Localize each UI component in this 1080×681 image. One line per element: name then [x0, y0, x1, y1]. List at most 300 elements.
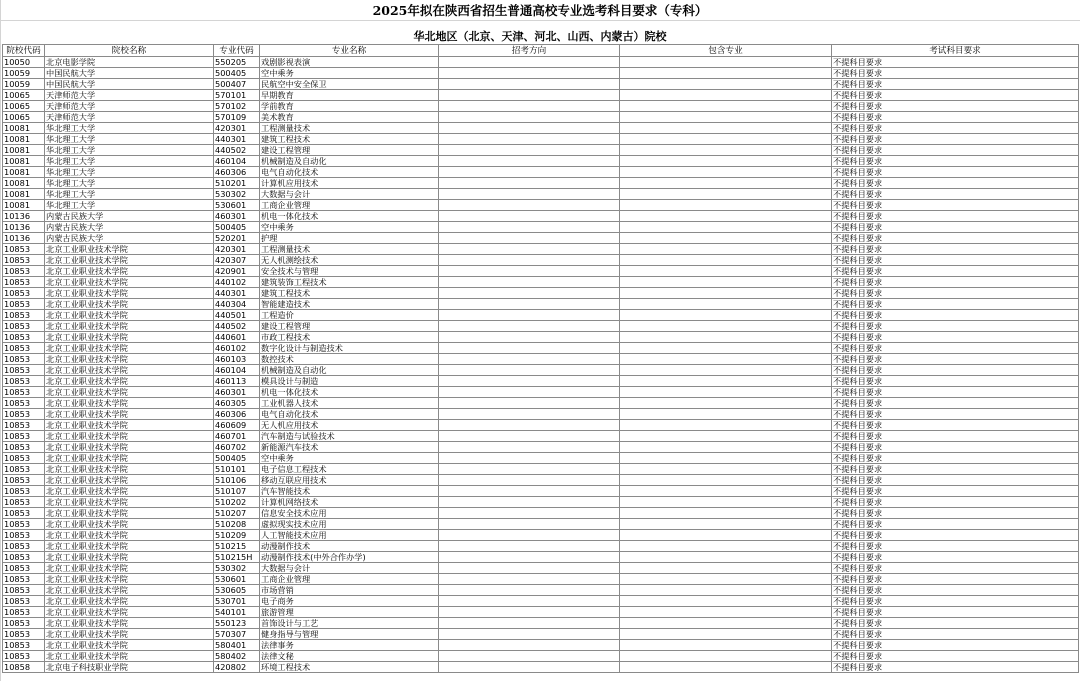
cell-included-majors[interactable] — [620, 299, 832, 310]
cell-included-majors[interactable] — [620, 585, 832, 596]
cell-direction[interactable] — [439, 68, 620, 79]
cell-school-name[interactable]: 北京工业职业技术学院 — [45, 244, 214, 255]
cell-subject-requirement[interactable]: 不提科目要求 — [832, 574, 1079, 585]
cell-subject-requirement[interactable]: 不提科目要求 — [832, 211, 1079, 222]
cell-subject-requirement[interactable]: 不提科目要求 — [832, 365, 1079, 376]
cell-subject-requirement[interactable]: 不提科目要求 — [832, 585, 1079, 596]
cell-subject-requirement[interactable]: 不提科目要求 — [832, 552, 1079, 563]
cell-subject-requirement[interactable]: 不提科目要求 — [832, 145, 1079, 156]
cell-major-name[interactable]: 美术教育 — [260, 112, 439, 123]
cell-school-code[interactable]: 10853 — [3, 376, 45, 387]
cell-school-name[interactable]: 北京工业职业技术学院 — [45, 596, 214, 607]
cell-subject-requirement[interactable]: 不提科目要求 — [832, 431, 1079, 442]
cell-included-majors[interactable] — [620, 574, 832, 585]
cell-direction[interactable] — [439, 640, 620, 651]
cell-subject-requirement[interactable]: 不提科目要求 — [832, 442, 1079, 453]
cell-major-name[interactable]: 电气自动化技术 — [260, 167, 439, 178]
cell-direction[interactable] — [439, 365, 620, 376]
cell-major-code[interactable]: 580401 — [214, 640, 260, 651]
cell-school-name[interactable]: 华北理工大学 — [45, 134, 214, 145]
cell-major-name[interactable]: 建设工程管理 — [260, 145, 439, 156]
cell-subject-requirement[interactable]: 不提科目要求 — [832, 618, 1079, 629]
cell-direction[interactable] — [439, 299, 620, 310]
cell-direction[interactable] — [439, 508, 620, 519]
cell-subject-requirement[interactable]: 不提科目要求 — [832, 453, 1079, 464]
cell-major-code[interactable]: 460104 — [214, 156, 260, 167]
cell-included-majors[interactable] — [620, 145, 832, 156]
cell-school-code[interactable]: 10853 — [3, 607, 45, 618]
cell-school-code[interactable]: 10059 — [3, 68, 45, 79]
cell-included-majors[interactable] — [620, 255, 832, 266]
cell-included-majors[interactable] — [620, 189, 832, 200]
cell-major-name[interactable]: 工商企业管理 — [260, 200, 439, 211]
cell-major-code[interactable]: 580402 — [214, 651, 260, 662]
cell-major-name[interactable]: 旅游管理 — [260, 607, 439, 618]
cell-major-name[interactable]: 动漫制作技术(中外合作办学) — [260, 552, 439, 563]
cell-major-name[interactable]: 无人机应用技术 — [260, 420, 439, 431]
cell-school-code[interactable]: 10853 — [3, 552, 45, 563]
cell-subject-requirement[interactable]: 不提科目要求 — [832, 640, 1079, 651]
cell-subject-requirement[interactable]: 不提科目要求 — [832, 486, 1079, 497]
cell-major-code[interactable]: 440102 — [214, 277, 260, 288]
cell-school-name[interactable]: 北京工业职业技术学院 — [45, 398, 214, 409]
cell-subject-requirement[interactable]: 不提科目要求 — [832, 79, 1079, 90]
cell-school-code[interactable]: 10853 — [3, 299, 45, 310]
cell-subject-requirement[interactable]: 不提科目要求 — [832, 651, 1079, 662]
cell-major-code[interactable]: 510107 — [214, 486, 260, 497]
cell-direction[interactable] — [439, 475, 620, 486]
cell-school-name[interactable]: 华北理工大学 — [45, 156, 214, 167]
cell-included-majors[interactable] — [620, 57, 832, 68]
cell-school-name[interactable]: 北京工业职业技术学院 — [45, 266, 214, 277]
cell-major-code[interactable]: 440501 — [214, 310, 260, 321]
cell-major-name[interactable]: 数字化设计与制造技术 — [260, 343, 439, 354]
cell-direction[interactable] — [439, 651, 620, 662]
cell-school-code[interactable]: 10081 — [3, 189, 45, 200]
cell-subject-requirement[interactable]: 不提科目要求 — [832, 222, 1079, 233]
cell-school-name[interactable]: 北京工业职业技术学院 — [45, 530, 214, 541]
cell-direction[interactable] — [439, 211, 620, 222]
cell-direction[interactable] — [439, 541, 620, 552]
cell-direction[interactable] — [439, 310, 620, 321]
cell-school-name[interactable]: 北京工业职业技术学院 — [45, 288, 214, 299]
cell-major-code[interactable]: 570101 — [214, 90, 260, 101]
cell-school-name[interactable]: 北京工业职业技术学院 — [45, 497, 214, 508]
cell-major-name[interactable]: 人工智能技术应用 — [260, 530, 439, 541]
cell-included-majors[interactable] — [620, 211, 832, 222]
cell-direction[interactable] — [439, 464, 620, 475]
cell-major-name[interactable]: 建筑工程技术 — [260, 288, 439, 299]
cell-school-name[interactable]: 华北理工大学 — [45, 200, 214, 211]
cell-included-majors[interactable] — [620, 376, 832, 387]
cell-school-name[interactable]: 北京工业职业技术学院 — [45, 255, 214, 266]
col-header-direction[interactable]: 招考方向 — [439, 45, 620, 57]
cell-school-name[interactable]: 北京工业职业技术学院 — [45, 552, 214, 563]
cell-school-code[interactable]: 10853 — [3, 442, 45, 453]
cell-included-majors[interactable] — [620, 596, 832, 607]
cell-school-code[interactable]: 10853 — [3, 310, 45, 321]
cell-major-name[interactable]: 建筑装饰工程技术 — [260, 277, 439, 288]
cell-direction[interactable] — [439, 596, 620, 607]
cell-school-name[interactable]: 北京电子科技职业学院 — [45, 662, 214, 673]
cell-school-code[interactable]: 10065 — [3, 101, 45, 112]
cell-direction[interactable] — [439, 266, 620, 277]
cell-included-majors[interactable] — [620, 244, 832, 255]
cell-subject-requirement[interactable]: 不提科目要求 — [832, 200, 1079, 211]
cell-subject-requirement[interactable]: 不提科目要求 — [832, 530, 1079, 541]
cell-major-code[interactable]: 440502 — [214, 145, 260, 156]
cell-school-name[interactable]: 北京工业职业技术学院 — [45, 585, 214, 596]
cell-direction[interactable] — [439, 222, 620, 233]
cell-major-name[interactable]: 机电一体化技术 — [260, 387, 439, 398]
cell-school-name[interactable]: 北京工业职业技术学院 — [45, 563, 214, 574]
cell-school-code[interactable]: 10853 — [3, 497, 45, 508]
cell-school-name[interactable]: 北京工业职业技术学院 — [45, 376, 214, 387]
cell-school-name[interactable]: 北京工业职业技术学院 — [45, 332, 214, 343]
cell-subject-requirement[interactable]: 不提科目要求 — [832, 409, 1079, 420]
cell-subject-requirement[interactable]: 不提科目要求 — [832, 387, 1079, 398]
cell-school-name[interactable]: 北京工业职业技术学院 — [45, 475, 214, 486]
cell-included-majors[interactable] — [620, 200, 832, 211]
cell-major-code[interactable]: 510209 — [214, 530, 260, 541]
cell-subject-requirement[interactable]: 不提科目要求 — [832, 332, 1079, 343]
cell-major-name[interactable]: 安全技术与管理 — [260, 266, 439, 277]
cell-major-name[interactable]: 首饰设计与工艺 — [260, 618, 439, 629]
cell-school-code[interactable]: 10853 — [3, 321, 45, 332]
cell-major-code[interactable]: 550205 — [214, 57, 260, 68]
cell-school-name[interactable]: 中国民航大学 — [45, 68, 214, 79]
cell-subject-requirement[interactable]: 不提科目要求 — [832, 68, 1079, 79]
cell-major-name[interactable]: 电子商务 — [260, 596, 439, 607]
cell-school-code[interactable]: 10853 — [3, 420, 45, 431]
cell-direction[interactable] — [439, 420, 620, 431]
cell-included-majors[interactable] — [620, 321, 832, 332]
cell-school-code[interactable]: 10853 — [3, 618, 45, 629]
cell-major-code[interactable]: 530601 — [214, 574, 260, 585]
cell-direction[interactable] — [439, 57, 620, 68]
cell-school-code[interactable]: 10081 — [3, 200, 45, 211]
cell-school-name[interactable]: 北京工业职业技术学院 — [45, 354, 214, 365]
cell-direction[interactable] — [439, 574, 620, 585]
cell-school-code[interactable]: 10081 — [3, 123, 45, 134]
col-header-major-code[interactable]: 专业代码 — [214, 45, 260, 57]
cell-school-code[interactable]: 10853 — [3, 398, 45, 409]
cell-direction[interactable] — [439, 134, 620, 145]
cell-school-code[interactable]: 10853 — [3, 530, 45, 541]
cell-major-name[interactable]: 机械制造及自动化 — [260, 365, 439, 376]
cell-included-majors[interactable] — [620, 233, 832, 244]
cell-major-code[interactable]: 460103 — [214, 354, 260, 365]
cell-subject-requirement[interactable]: 不提科目要求 — [832, 233, 1079, 244]
cell-school-code[interactable]: 10081 — [3, 134, 45, 145]
cell-major-code[interactable]: 520201 — [214, 233, 260, 244]
cell-included-majors[interactable] — [620, 552, 832, 563]
cell-subject-requirement[interactable]: 不提科目要求 — [832, 266, 1079, 277]
cell-school-code[interactable]: 10853 — [3, 596, 45, 607]
cell-major-name[interactable]: 工程造价 — [260, 310, 439, 321]
cell-school-name[interactable]: 北京工业职业技术学院 — [45, 486, 214, 497]
cell-included-majors[interactable] — [620, 629, 832, 640]
cell-included-majors[interactable] — [620, 464, 832, 475]
cell-subject-requirement[interactable]: 不提科目要求 — [832, 189, 1079, 200]
cell-subject-requirement[interactable]: 不提科目要求 — [832, 255, 1079, 266]
cell-school-code[interactable]: 10853 — [3, 519, 45, 530]
cell-school-code[interactable]: 10853 — [3, 266, 45, 277]
cell-direction[interactable] — [439, 354, 620, 365]
cell-school-name[interactable]: 北京工业职业技术学院 — [45, 519, 214, 530]
cell-direction[interactable] — [439, 233, 620, 244]
cell-major-name[interactable]: 早期教育 — [260, 90, 439, 101]
cell-school-name[interactable]: 北京工业职业技术学院 — [45, 541, 214, 552]
cell-included-majors[interactable] — [620, 409, 832, 420]
cell-major-name[interactable]: 移动互联应用技术 — [260, 475, 439, 486]
cell-direction[interactable] — [439, 79, 620, 90]
cell-included-majors[interactable] — [620, 134, 832, 145]
cell-direction[interactable] — [439, 178, 620, 189]
cell-included-majors[interactable] — [620, 541, 832, 552]
cell-major-code[interactable]: 460113 — [214, 376, 260, 387]
cell-included-majors[interactable] — [620, 222, 832, 233]
cell-major-name[interactable]: 工程测量技术 — [260, 244, 439, 255]
cell-major-code[interactable]: 460701 — [214, 431, 260, 442]
cell-subject-requirement[interactable]: 不提科目要求 — [832, 596, 1079, 607]
cell-included-majors[interactable] — [620, 112, 832, 123]
cell-major-code[interactable]: 530605 — [214, 585, 260, 596]
cell-major-code[interactable]: 510202 — [214, 497, 260, 508]
cell-major-name[interactable]: 汽车制造与试验技术 — [260, 431, 439, 442]
cell-major-code[interactable]: 500405 — [214, 453, 260, 464]
cell-subject-requirement[interactable]: 不提科目要求 — [832, 475, 1079, 486]
cell-major-code[interactable]: 460306 — [214, 167, 260, 178]
cell-school-name[interactable]: 北京工业职业技术学院 — [45, 453, 214, 464]
cell-included-majors[interactable] — [620, 288, 832, 299]
cell-subject-requirement[interactable]: 不提科目要求 — [832, 343, 1079, 354]
cell-major-code[interactable]: 460609 — [214, 420, 260, 431]
cell-direction[interactable] — [439, 123, 620, 134]
cell-major-name[interactable]: 信息安全技术应用 — [260, 508, 439, 519]
cell-subject-requirement[interactable]: 不提科目要求 — [832, 497, 1079, 508]
cell-school-name[interactable]: 北京工业职业技术学院 — [45, 508, 214, 519]
cell-direction[interactable] — [439, 167, 620, 178]
cell-included-majors[interactable] — [620, 68, 832, 79]
cell-direction[interactable] — [439, 90, 620, 101]
cell-subject-requirement[interactable]: 不提科目要求 — [832, 123, 1079, 134]
cell-school-code[interactable]: 10065 — [3, 112, 45, 123]
cell-major-code[interactable]: 460702 — [214, 442, 260, 453]
cell-school-code[interactable]: 10853 — [3, 574, 45, 585]
cell-school-code[interactable]: 10081 — [3, 178, 45, 189]
cell-subject-requirement[interactable]: 不提科目要求 — [832, 464, 1079, 475]
cell-major-name[interactable]: 动漫制作技术 — [260, 541, 439, 552]
cell-included-majors[interactable] — [620, 90, 832, 101]
cell-direction[interactable] — [439, 629, 620, 640]
cell-major-name[interactable]: 智能建造技术 — [260, 299, 439, 310]
cell-major-code[interactable]: 510207 — [214, 508, 260, 519]
cell-major-name[interactable]: 大数据与会计 — [260, 563, 439, 574]
cell-school-name[interactable]: 内蒙古民族大学 — [45, 211, 214, 222]
cell-subject-requirement[interactable]: 不提科目要求 — [832, 508, 1079, 519]
cell-direction[interactable] — [439, 662, 620, 673]
cell-school-code[interactable]: 10050 — [3, 57, 45, 68]
cell-major-code[interactable]: 460102 — [214, 343, 260, 354]
cell-school-name[interactable]: 北京工业职业技术学院 — [45, 387, 214, 398]
cell-school-code[interactable]: 10136 — [3, 222, 45, 233]
cell-included-majors[interactable] — [620, 354, 832, 365]
cell-included-majors[interactable] — [620, 343, 832, 354]
cell-major-name[interactable]: 计算机网络技术 — [260, 497, 439, 508]
cell-direction[interactable] — [439, 552, 620, 563]
cell-major-code[interactable]: 440304 — [214, 299, 260, 310]
cell-school-code[interactable]: 10853 — [3, 464, 45, 475]
cell-school-code[interactable]: 10858 — [3, 662, 45, 673]
cell-subject-requirement[interactable]: 不提科目要求 — [832, 101, 1079, 112]
cell-major-code[interactable]: 510215 — [214, 541, 260, 552]
cell-major-name[interactable]: 工商企业管理 — [260, 574, 439, 585]
cell-subject-requirement[interactable]: 不提科目要求 — [832, 398, 1079, 409]
cell-major-name[interactable]: 机电一体化技术 — [260, 211, 439, 222]
cell-major-code[interactable]: 570109 — [214, 112, 260, 123]
cell-school-code[interactable]: 10853 — [3, 475, 45, 486]
cell-included-majors[interactable] — [620, 266, 832, 277]
cell-subject-requirement[interactable]: 不提科目要求 — [832, 629, 1079, 640]
cell-school-code[interactable]: 10853 — [3, 365, 45, 376]
cell-subject-requirement[interactable]: 不提科目要求 — [832, 607, 1079, 618]
cell-major-code[interactable]: 570307 — [214, 629, 260, 640]
cell-included-majors[interactable] — [620, 651, 832, 662]
cell-school-name[interactable]: 北京工业职业技术学院 — [45, 431, 214, 442]
cell-school-code[interactable]: 10853 — [3, 453, 45, 464]
cell-subject-requirement[interactable]: 不提科目要求 — [832, 563, 1079, 574]
cell-major-name[interactable]: 新能源汽车技术 — [260, 442, 439, 453]
cell-school-code[interactable]: 10853 — [3, 288, 45, 299]
cell-major-code[interactable]: 540101 — [214, 607, 260, 618]
cell-major-name[interactable]: 戏剧影视表演 — [260, 57, 439, 68]
cell-direction[interactable] — [439, 255, 620, 266]
cell-subject-requirement[interactable]: 不提科目要求 — [832, 134, 1079, 145]
cell-school-name[interactable]: 北京工业职业技术学院 — [45, 409, 214, 420]
cell-major-code[interactable]: 530601 — [214, 200, 260, 211]
cell-school-code[interactable]: 10136 — [3, 211, 45, 222]
cell-school-code[interactable]: 10853 — [3, 508, 45, 519]
cell-school-code[interactable]: 10853 — [3, 354, 45, 365]
cell-direction[interactable] — [439, 431, 620, 442]
cell-included-majors[interactable] — [620, 123, 832, 134]
cell-major-name[interactable]: 学前教育 — [260, 101, 439, 112]
cell-major-code[interactable]: 550123 — [214, 618, 260, 629]
cell-major-name[interactable]: 健身指导与管理 — [260, 629, 439, 640]
cell-included-majors[interactable] — [620, 431, 832, 442]
cell-direction[interactable] — [439, 189, 620, 200]
cell-subject-requirement[interactable]: 不提科目要求 — [832, 376, 1079, 387]
cell-included-majors[interactable] — [620, 563, 832, 574]
cell-major-code[interactable]: 420307 — [214, 255, 260, 266]
cell-school-code[interactable]: 10059 — [3, 79, 45, 90]
cell-major-name[interactable]: 空中乘务 — [260, 222, 439, 233]
cell-major-code[interactable]: 440301 — [214, 134, 260, 145]
cell-subject-requirement[interactable]: 不提科目要求 — [832, 299, 1079, 310]
cell-school-name[interactable]: 北京工业职业技术学院 — [45, 607, 214, 618]
cell-major-name[interactable]: 建筑工程技术 — [260, 134, 439, 145]
cell-major-code[interactable]: 530701 — [214, 596, 260, 607]
cell-major-code[interactable]: 530302 — [214, 563, 260, 574]
cell-school-code[interactable]: 10853 — [3, 431, 45, 442]
cell-school-code[interactable]: 10136 — [3, 233, 45, 244]
cell-direction[interactable] — [439, 519, 620, 530]
cell-direction[interactable] — [439, 387, 620, 398]
cell-included-majors[interactable] — [620, 530, 832, 541]
cell-school-name[interactable]: 北京工业职业技术学院 — [45, 310, 214, 321]
cell-included-majors[interactable] — [620, 640, 832, 651]
cell-school-code[interactable]: 10853 — [3, 541, 45, 552]
cell-direction[interactable] — [439, 376, 620, 387]
cell-major-code[interactable]: 420301 — [214, 244, 260, 255]
cell-included-majors[interactable] — [620, 365, 832, 376]
cell-major-name[interactable]: 机械制造及自动化 — [260, 156, 439, 167]
cell-included-majors[interactable] — [620, 475, 832, 486]
cell-subject-requirement[interactable]: 不提科目要求 — [832, 662, 1079, 673]
cell-subject-requirement[interactable]: 不提科目要求 — [832, 519, 1079, 530]
cell-school-name[interactable]: 华北理工大学 — [45, 178, 214, 189]
cell-direction[interactable] — [439, 497, 620, 508]
cell-direction[interactable] — [439, 332, 620, 343]
cell-major-code[interactable]: 460301 — [214, 387, 260, 398]
cell-major-name[interactable]: 工程测量技术 — [260, 123, 439, 134]
cell-included-majors[interactable] — [620, 387, 832, 398]
cell-included-majors[interactable] — [620, 79, 832, 90]
cell-included-majors[interactable] — [620, 167, 832, 178]
cell-major-name[interactable]: 电气自动化技术 — [260, 409, 439, 420]
cell-major-code[interactable]: 460104 — [214, 365, 260, 376]
cell-major-name[interactable]: 虚拟现实技术应用 — [260, 519, 439, 530]
cell-direction[interactable] — [439, 321, 620, 332]
cell-direction[interactable] — [439, 442, 620, 453]
cell-included-majors[interactable] — [620, 101, 832, 112]
cell-school-name[interactable]: 北京工业职业技术学院 — [45, 365, 214, 376]
cell-school-name[interactable]: 内蒙古民族大学 — [45, 233, 214, 244]
cell-subject-requirement[interactable]: 不提科目要求 — [832, 288, 1079, 299]
cell-school-name[interactable]: 北京工业职业技术学院 — [45, 420, 214, 431]
cell-included-majors[interactable] — [620, 420, 832, 431]
cell-school-name[interactable]: 华北理工大学 — [45, 123, 214, 134]
cell-included-majors[interactable] — [620, 398, 832, 409]
col-header-included-majors[interactable]: 包含专业 — [620, 45, 832, 57]
cell-major-name[interactable]: 汽车智能技术 — [260, 486, 439, 497]
cell-included-majors[interactable] — [620, 519, 832, 530]
cell-school-code[interactable]: 10853 — [3, 387, 45, 398]
cell-school-name[interactable]: 北京工业职业技术学院 — [45, 574, 214, 585]
cell-included-majors[interactable] — [620, 442, 832, 453]
cell-direction[interactable] — [439, 288, 620, 299]
cell-subject-requirement[interactable]: 不提科目要求 — [832, 167, 1079, 178]
cell-major-code[interactable]: 510106 — [214, 475, 260, 486]
col-header-school-code[interactable]: 院校代码 — [3, 45, 45, 57]
cell-included-majors[interactable] — [620, 156, 832, 167]
cell-subject-requirement[interactable]: 不提科目要求 — [832, 244, 1079, 255]
cell-school-name[interactable]: 华北理工大学 — [45, 167, 214, 178]
cell-included-majors[interactable] — [620, 662, 832, 673]
col-header-major-name[interactable]: 专业名称 — [260, 45, 439, 57]
cell-school-name[interactable]: 北京工业职业技术学院 — [45, 442, 214, 453]
cell-school-name[interactable]: 北京工业职业技术学院 — [45, 629, 214, 640]
cell-major-code[interactable]: 510215H — [214, 552, 260, 563]
cell-school-name[interactable]: 华北理工大学 — [45, 189, 214, 200]
cell-major-code[interactable]: 440601 — [214, 332, 260, 343]
cell-direction[interactable] — [439, 530, 620, 541]
cell-major-code[interactable]: 460301 — [214, 211, 260, 222]
cell-major-name[interactable]: 数控技术 — [260, 354, 439, 365]
cell-major-name[interactable]: 法律事务 — [260, 640, 439, 651]
cell-major-name[interactable]: 无人机测绘技术 — [260, 255, 439, 266]
